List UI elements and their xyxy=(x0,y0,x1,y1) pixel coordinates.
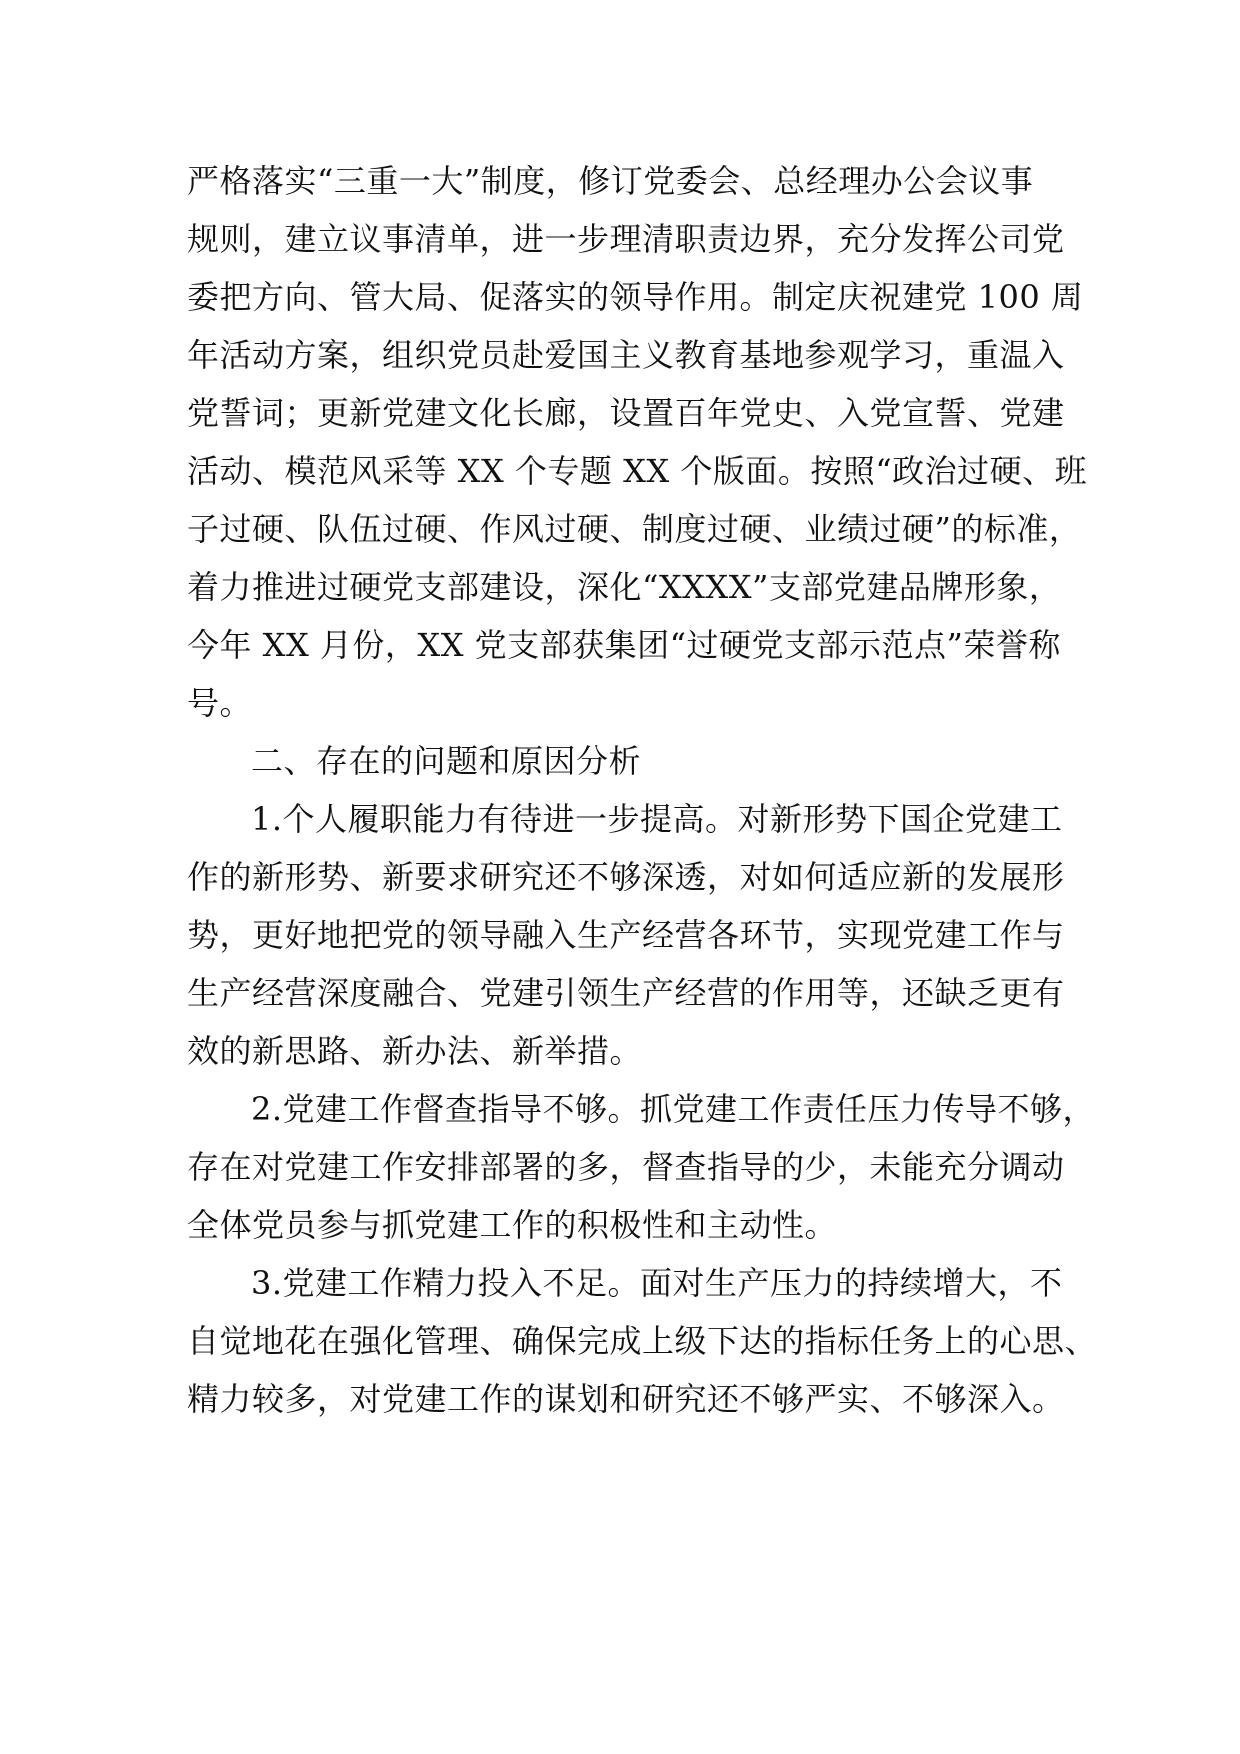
text-line: 效的新思路、新办法、新举措。 xyxy=(187,1032,643,1070)
text-line: 号。 xyxy=(187,684,253,722)
text-line: 规则，建立议事清单，进一步理清职责边界，充分发挥公司党 xyxy=(187,220,1065,258)
text-line: 势，更好地把党的领导融入生产经营各环节，实现党建工作与 xyxy=(187,916,1065,954)
text-line: 着力推进过硬党支部建设，深化“XXXX”支部党建品牌形象， xyxy=(187,568,1062,606)
text-line: 严格落实“三重一大”制度，修订党委会、总经理办公会议事 xyxy=(187,162,1034,200)
text-line: 作的新形势、新要求研究还不够深透，对如何适应新的发展形 xyxy=(187,858,1065,896)
text-line: 今年 XX 月份，XX 党支部获集团“过硬党支部示范点”荣誉称 xyxy=(187,626,1061,664)
text-line: 生产经营深度融合、党建引领生产经营的作用等，还缺乏更有 xyxy=(187,974,1065,1012)
text-line: 2.党建工作督查指导不够。抓党建工作责任压力传导不够， xyxy=(251,1090,1096,1128)
text-line: 子过硬、队伍过硬、作风过硬、制度过硬、业绩过硬”的标准， xyxy=(187,510,1082,548)
text-line: 自觉地花在强化管理、确保完成上级下达的指标任务上的心思、 xyxy=(187,1322,1098,1360)
text-line: 存在对党建工作安排部署的多，督查指导的少，未能充分调动 xyxy=(187,1148,1065,1186)
section-heading: 二、存在的问题和原因分析 xyxy=(251,742,642,780)
text-line: 1.个人履职能力有待进一步提高。对新形势下国企党建工 xyxy=(251,800,1063,838)
text-line: 委把方向、管大局、促落实的领导作用。制定庆祝建党 100 周 xyxy=(187,278,1084,316)
text-line: 精力较多，对党建工作的谋划和研究还不够严实、不够深入。 xyxy=(187,1380,1065,1418)
text-line: 3.党建工作精力投入不足。面对生产压力的持续增大，不 xyxy=(251,1264,1063,1302)
text-line: 年活动方案，组织党员赴爱国主义教育基地参观学习，重温入 xyxy=(187,336,1065,374)
text-line: 活动、模范风采等 XX 个专题 XX 个版面。按照“政治过硬、班 xyxy=(187,452,1088,490)
text-line: 全体党员参与抓党建工作的积极性和主动性。 xyxy=(187,1206,838,1244)
text-line: 党誓词；更新党建文化长廊，设置百年党史、入党宣誓、党建 xyxy=(187,394,1065,432)
